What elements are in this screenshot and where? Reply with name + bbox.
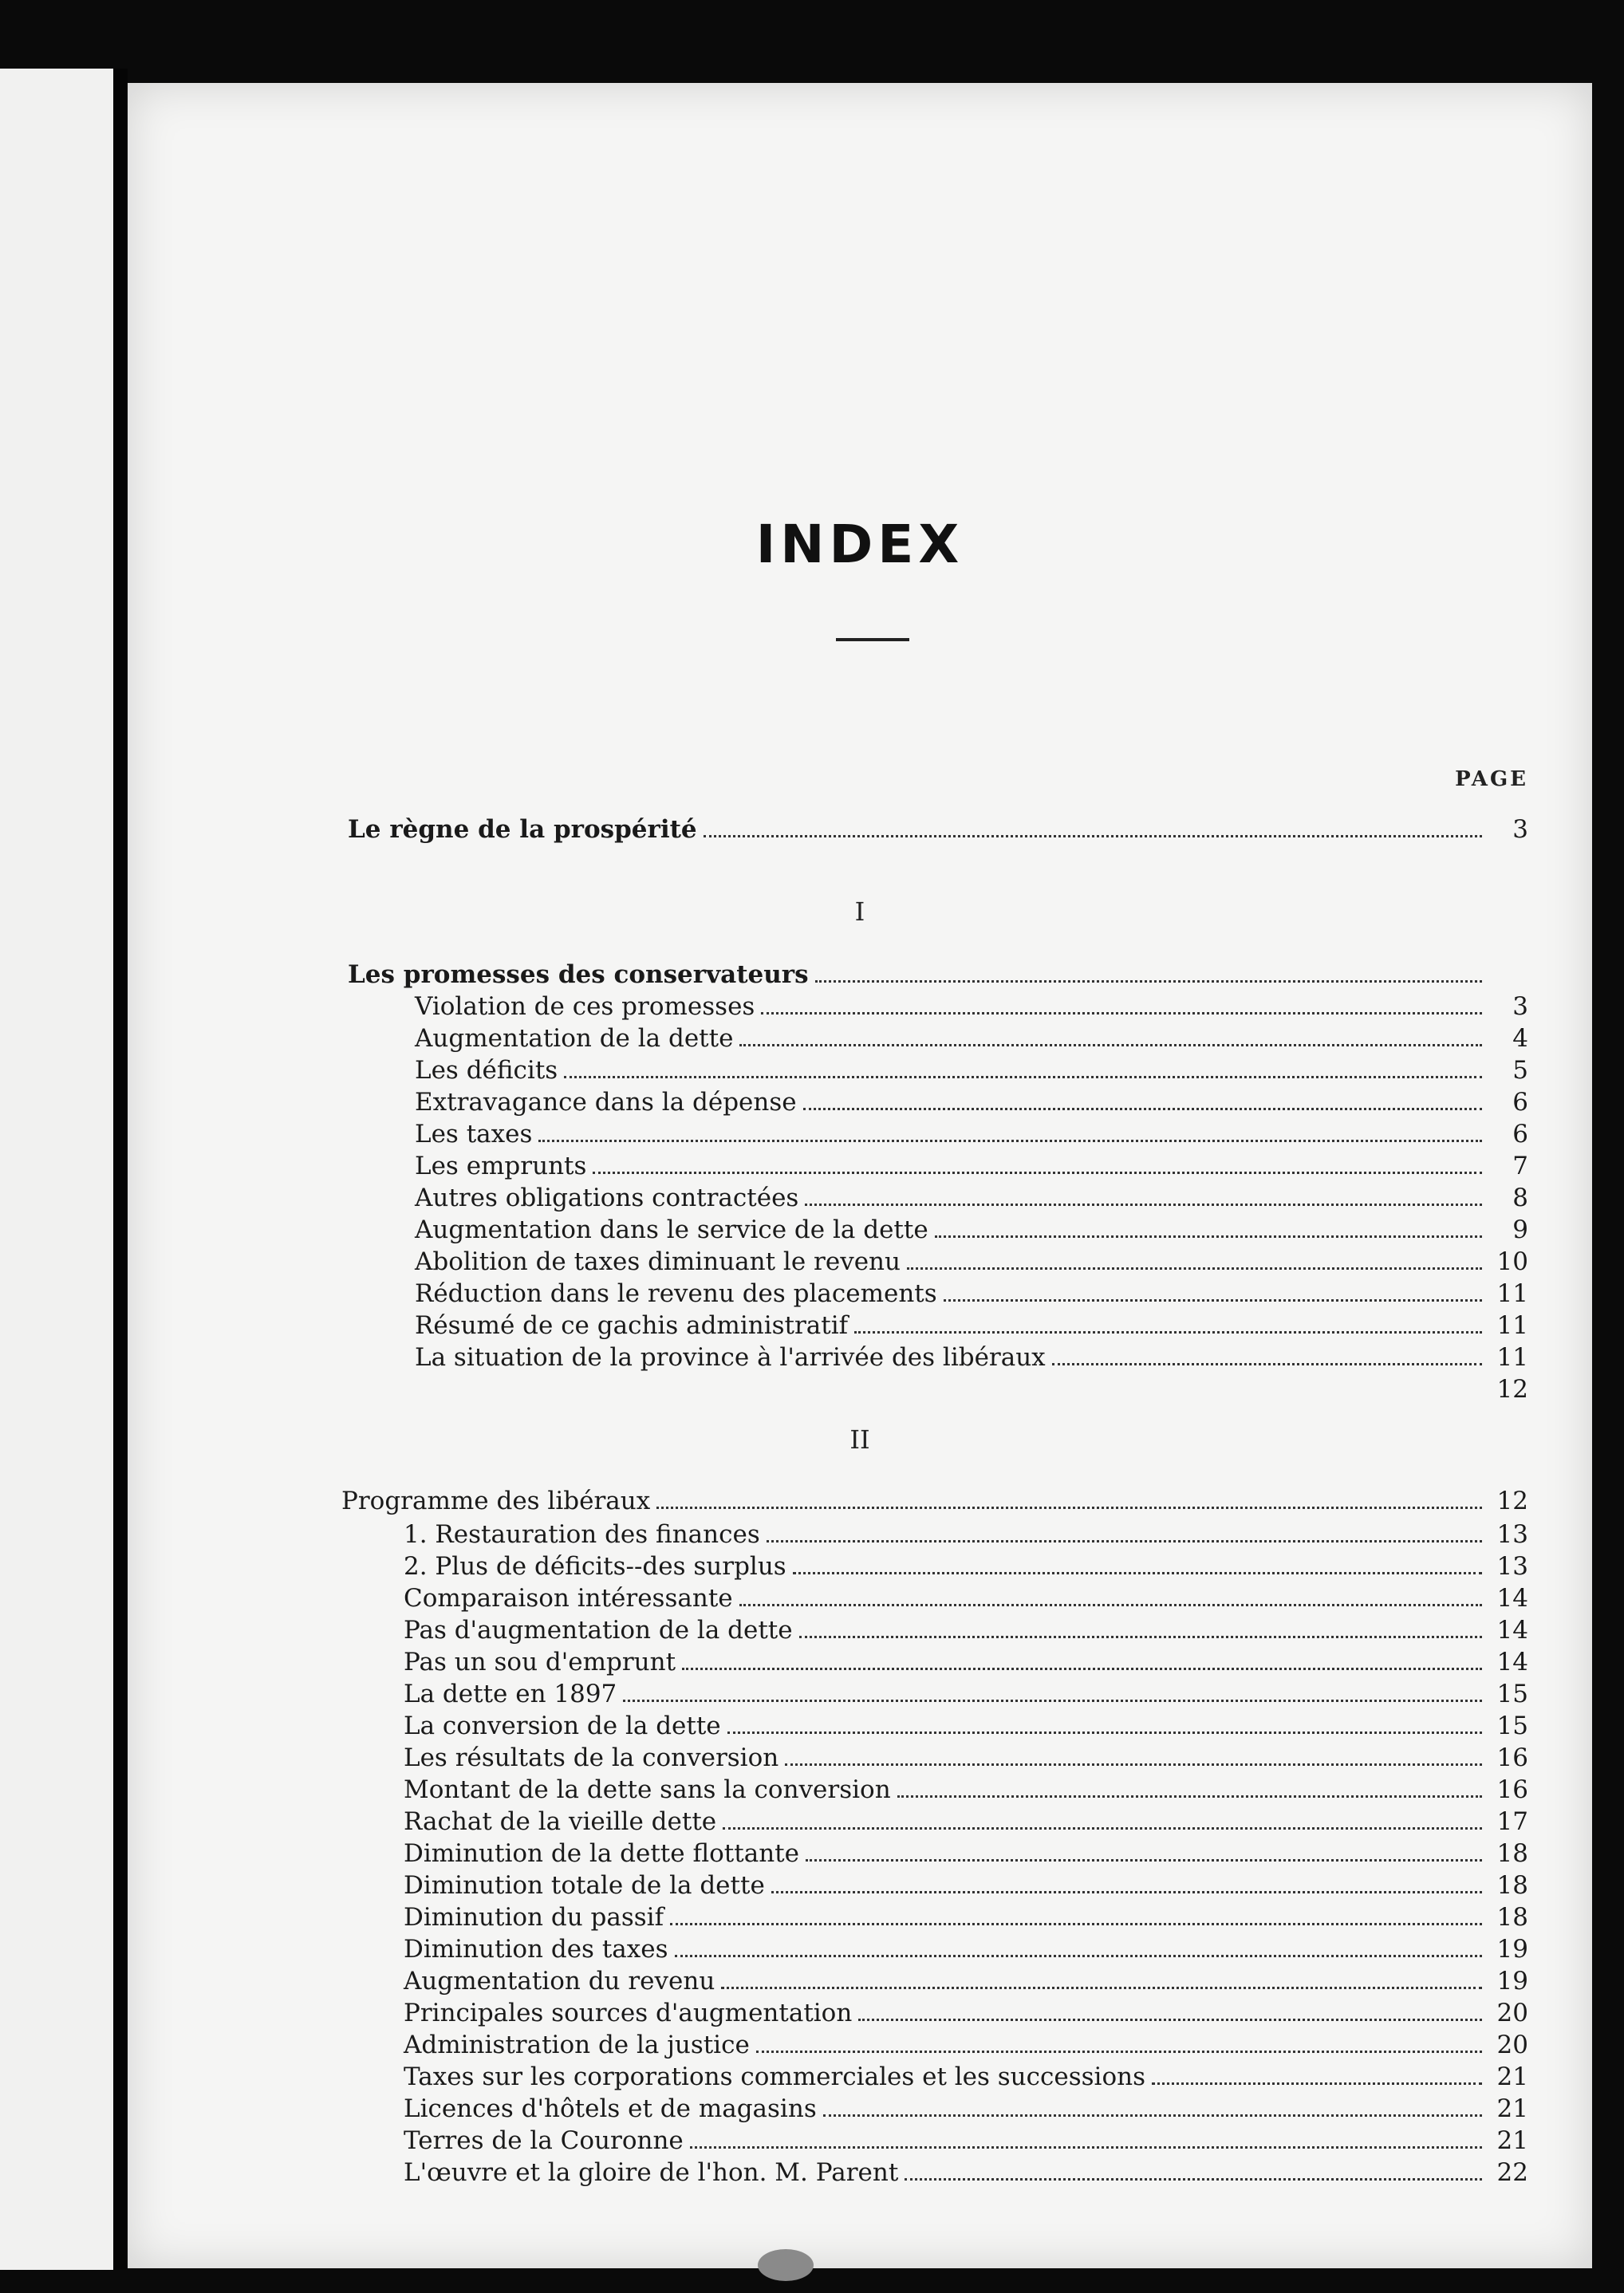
toc-entry	[404, 1871, 1528, 1900]
leader-dots	[907, 1267, 1482, 1270]
leader-dots	[1152, 2082, 1482, 2085]
leader-dots	[690, 2145, 1482, 2149]
toc-entry-page: 10	[1496, 1247, 1528, 1276]
toc-entry	[415, 1056, 1528, 1085]
toc-entry	[415, 1088, 1528, 1117]
toc-entry	[415, 1024, 1528, 1053]
leader-dots	[854, 1330, 1482, 1334]
leader-dots	[675, 1954, 1483, 1957]
toc-entry	[404, 1903, 1528, 1932]
toc-entry-text: Rachat de la vieille dette	[404, 1807, 717, 1836]
leader-dots	[623, 1699, 1482, 1702]
toc-entry-intro	[348, 815, 1528, 844]
toc-entry-page: 16	[1496, 1775, 1528, 1804]
toc-entry-text: Les emprunts	[415, 1152, 587, 1180]
leader-dots	[739, 1043, 1482, 1046]
toc-entry-page: 3	[1512, 815, 1528, 844]
toc-entry-text: Montant de la dette sans la conversion	[404, 1775, 891, 1804]
title-rule	[836, 638, 909, 641]
leader-dots	[935, 1235, 1482, 1238]
toc-entry-page: 15	[1496, 1680, 1528, 1708]
toc-entry-page: 3	[1512, 992, 1528, 1021]
toc-entry-page: 16	[1496, 1743, 1528, 1772]
leader-dots	[799, 1635, 1482, 1638]
toc-entry	[404, 1648, 1528, 1676]
toc-entry-text: Taxes sur les corporations commerciales et les successions	[404, 2063, 1145, 2091]
index-title: INDEX	[755, 514, 964, 575]
leader-dots	[805, 1203, 1482, 1206]
toc-entry-text: Abolition de taxes diminuant le revenu	[415, 1247, 901, 1276]
leader-dots	[593, 1171, 1482, 1174]
toc-entry-text: Diminution des taxes	[404, 1935, 668, 1964]
toc-entry-page: 14	[1496, 1616, 1528, 1645]
section-numeral: I	[854, 896, 865, 927]
toc-entry-text: 1. Restauration des finances	[404, 1520, 760, 1549]
book-gutter	[113, 69, 128, 2270]
toc-entry-page: 17	[1496, 1807, 1528, 1836]
toc-entry	[415, 1375, 1528, 1404]
toc-entry-page: 20	[1496, 1999, 1528, 2027]
toc-entry-page: 4	[1512, 1024, 1528, 1053]
toc-entry-text: Autres obligations contractées	[415, 1184, 799, 1212]
toc-entry-text: Résumé de ce gachis administratif	[415, 1311, 849, 1340]
toc-entry	[415, 1279, 1528, 1308]
toc-entry	[404, 1680, 1528, 1708]
toc-entry-page: 6	[1512, 1120, 1528, 1148]
toc-entry	[415, 1247, 1528, 1276]
toc-entry-text: Augmentation du revenu	[404, 1967, 715, 1996]
leader-dots	[670, 1922, 1482, 1925]
toc-entry-text: Licences d'hôtels et de magasins	[404, 2094, 817, 2123]
toc-entry-text: Extravagance dans la dépense	[415, 1088, 797, 1117]
toc-entry-text: Comparaison intéressante	[404, 1584, 733, 1613]
toc-entry	[404, 1712, 1528, 1740]
toc-entry	[404, 1935, 1528, 1964]
toc-entry	[404, 1616, 1528, 1645]
toc-entry-text: Les promesses des conservateurs	[348, 960, 809, 989]
toc-entry-page: 5	[1512, 1056, 1528, 1085]
toc-entry-page: 13	[1496, 1520, 1528, 1549]
toc-entry	[404, 2158, 1528, 2187]
toc-entry-page: 21	[1496, 2126, 1528, 2155]
toc-entry	[404, 1807, 1528, 1836]
toc-entry-text: L'œuvre et la gloire de l'hon. M. Parent	[404, 2158, 899, 2187]
toc-entry-page: 8	[1512, 1184, 1528, 1212]
leader-dots	[1052, 1362, 1482, 1365]
toc-entry	[404, 1999, 1528, 2027]
toc-entry-page: 14	[1496, 1648, 1528, 1676]
leader-dots	[727, 1731, 1482, 1734]
leader-dots	[704, 834, 1482, 837]
leader-dots	[905, 2177, 1482, 2181]
toc-entry-text: Augmentation de la dette	[415, 1024, 734, 1053]
facing-page-edge	[0, 69, 113, 2270]
page-column-header: PAGE	[1455, 767, 1528, 791]
toc-section-heading	[341, 1487, 1528, 1515]
toc-entry-page: 21	[1496, 2063, 1528, 2091]
toc-entry-page: 12	[1496, 1375, 1528, 1404]
toc-entry	[404, 2063, 1528, 2091]
toc-entry-text: Programme des libéraux	[341, 1487, 651, 1515]
toc-entry-text: Le règne de la prospérité	[348, 815, 697, 844]
toc-entry-page: 14	[1496, 1584, 1528, 1613]
toc-entry	[415, 1120, 1528, 1148]
toc-entry-page: 20	[1496, 2031, 1528, 2059]
leader-dots	[761, 1011, 1482, 1015]
toc-entry-text: Diminution totale de la dette	[404, 1871, 765, 1900]
toc-entry	[404, 1775, 1528, 1804]
toc-entry-page: 7	[1512, 1152, 1528, 1180]
toc-entry	[404, 1552, 1528, 1581]
toc-entry-text: Pas un sou d'emprunt	[404, 1648, 676, 1676]
toc-entry	[415, 1215, 1528, 1244]
toc-entry	[404, 2094, 1528, 2123]
leader-dots	[771, 1890, 1482, 1893]
toc-entry-text: La conversion de la dette	[404, 1712, 721, 1740]
leader-dots	[815, 979, 1482, 983]
toc-entry-text: Terres de la Couronne	[404, 2126, 684, 2155]
section-numeral: II	[849, 1424, 870, 1455]
toc-entry-text: La dette en 1897	[404, 1680, 617, 1708]
toc-entry	[404, 1743, 1528, 1772]
toc-entry-text: Réduction dans le revenu des placements	[415, 1279, 937, 1308]
toc-entry	[415, 1311, 1528, 1340]
toc-entry	[415, 1343, 1528, 1372]
toc-entry	[415, 1152, 1528, 1180]
leader-dots	[564, 1075, 1482, 1078]
leader-dots	[785, 1763, 1482, 1766]
scan-artifact	[758, 2249, 814, 2281]
leader-dots	[723, 1826, 1482, 1830]
leader-dots	[806, 1858, 1482, 1862]
toc-entry-page: 11	[1496, 1343, 1528, 1372]
toc-entry-text: Diminution de la dette flottante	[404, 1839, 799, 1868]
toc-entry-page: 18	[1496, 1871, 1528, 1900]
toc-entry-page: 12	[1496, 1487, 1528, 1515]
toc-entry-text: Principales sources d'augmentation	[404, 1999, 853, 2027]
toc-entry	[415, 992, 1528, 1021]
toc-entry-page: 11	[1496, 1311, 1528, 1340]
leader-dots	[767, 1539, 1482, 1542]
toc-entry-text: Les taxes	[415, 1120, 533, 1148]
toc-entry-page: 13	[1496, 1552, 1528, 1581]
toc-entry-text: Violation de ces promesses	[415, 992, 755, 1021]
toc-entry-page: 18	[1496, 1839, 1528, 1868]
toc-section-heading	[348, 960, 1528, 989]
toc-entry-page: 11	[1496, 1279, 1528, 1308]
toc-entry-text: 2. Plus de déficits--des surplus	[404, 1552, 786, 1581]
leader-dots	[803, 1107, 1482, 1110]
toc-entry	[404, 2126, 1528, 2155]
toc-entry	[404, 1520, 1528, 1549]
leader-dots	[538, 1139, 1482, 1142]
leader-dots	[897, 1795, 1482, 1798]
toc-entry	[404, 1584, 1528, 1613]
toc-entry-page: 22	[1496, 2158, 1528, 2187]
toc-entry-page: 9	[1512, 1215, 1528, 1244]
leader-dots	[756, 2050, 1482, 2053]
toc-entry-text: La situation de la province à l'arrivée des libéraux	[415, 1343, 1046, 1372]
leader-dots	[682, 1667, 1482, 1670]
toc-entry-page: 19	[1496, 1967, 1528, 1996]
toc-entry-text: Les résultats de la conversion	[404, 1743, 779, 1772]
leader-dots	[739, 1603, 1482, 1606]
toc-entry	[415, 1184, 1528, 1212]
toc-entry	[404, 2031, 1528, 2059]
leader-dots	[721, 1986, 1482, 1989]
toc-entry-text: Les déficits	[415, 1056, 558, 1085]
leader-dots	[793, 1571, 1482, 1574]
toc-entry	[404, 1967, 1528, 1996]
index-page	[128, 83, 1592, 2268]
toc-entry-text: Administration de la justice	[404, 2031, 750, 2059]
toc-entry-page: 6	[1512, 1088, 1528, 1117]
toc-entry-text: Diminution du passif	[404, 1903, 664, 1932]
toc-entry-page: 15	[1496, 1712, 1528, 1740]
toc-entry-page: 19	[1496, 1935, 1528, 1964]
leader-dots	[656, 1506, 1482, 1509]
toc-entry	[404, 1839, 1528, 1868]
toc-entry-text: Pas d'augmentation de la dette	[404, 1616, 793, 1645]
toc-entry-page: 18	[1496, 1903, 1528, 1932]
leader-dots	[944, 1298, 1482, 1302]
leader-dots	[858, 2018, 1482, 2021]
leader-dots	[823, 2114, 1482, 2117]
toc-entry-text: Augmentation dans le service de la dette	[415, 1215, 928, 1244]
toc-entry-page: 21	[1496, 2094, 1528, 2123]
